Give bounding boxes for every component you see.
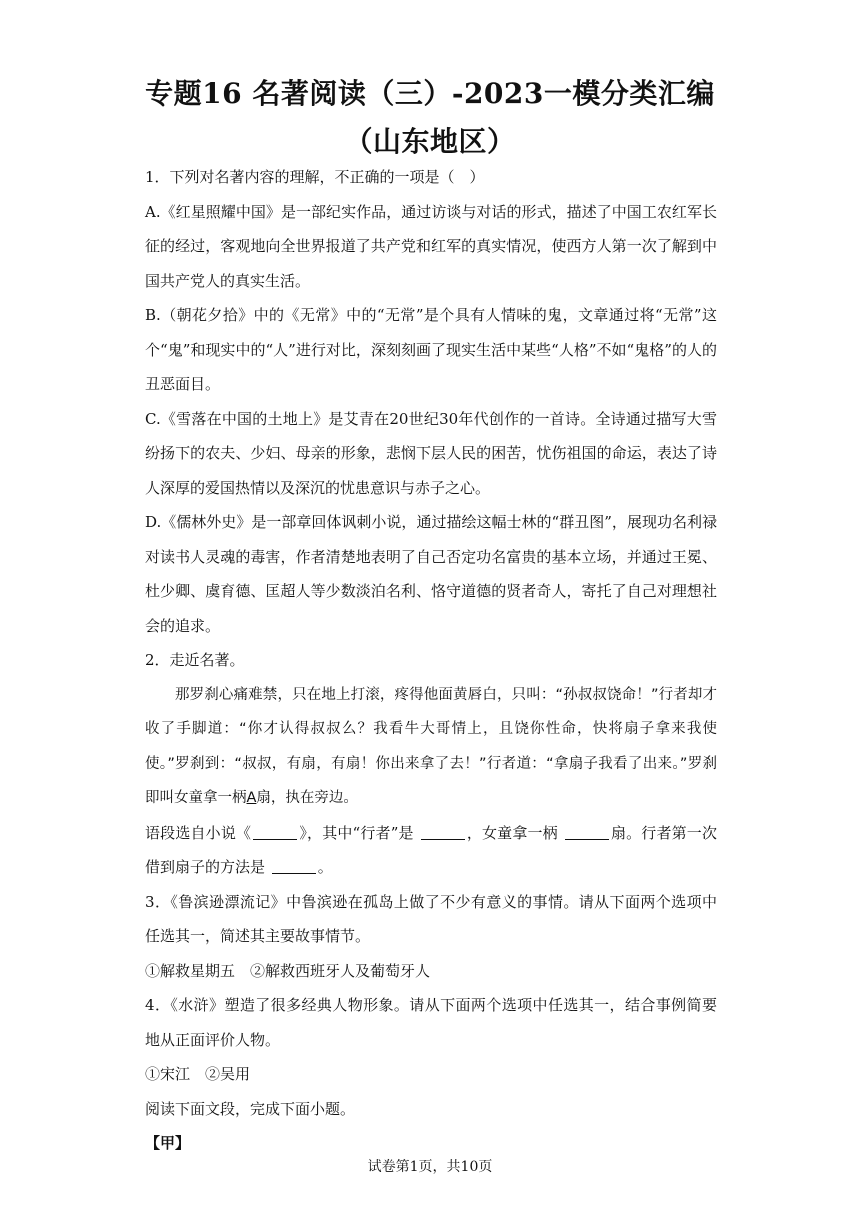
page-footer: 试卷第1页，共10页 [367,1159,493,1175]
passage-mark: A [246,790,257,806]
question-1-stem: 1．下列对名著内容的理解，不正确的一项是（ ） [145,168,485,186]
answer-blank-2[interactable] [421,825,465,840]
question-4-options: ①宋江 ②吴用 [145,1065,251,1083]
prompt-part-4: 扇。行者第一次借到扇子的方法是 [145,823,717,876]
section-label: 【甲】 [145,1134,191,1152]
prompt-part-3: ，女童拿一柄 [466,823,558,842]
passage-text-end: 扇，执在旁边。 [256,790,358,806]
question-3-stem: 3．《鲁滨逊漂流记》中鲁滨逊在孤岛上做了不少有意义的事情。请从下面两个选项中任选其一，简述其主要故事情节。 [145,892,717,945]
question-3-options: ①解救星期五 ②解救西班牙人及葡萄牙人 [145,961,431,980]
question-2-stem: 2．走近名著。 [145,651,245,669]
page-title: 专题16 名著阅读（三）-2023一模分类汇编（山东地区） [145,77,715,158]
question-4-stem: 4．《水浒》塑造了很多经典人物形象。请从下面两个选项中任选其一，结合事例简要地从正面评价人物。 [145,996,717,1049]
prompt-part-2: 》，其中“行者”是 [299,823,414,842]
prompt-part-1: 语段选自小说《 [145,823,252,842]
reading-intro: 阅读下面文段，完成下面小题。 [145,1099,356,1118]
answer-blank-1[interactable] [253,825,297,840]
question-2-prompt [145,816,717,885]
question-1-option-d: D.《儒林外史》是一部章回体讽刺小说，通过描绘这幅士林的“群丑图”，展现功名利禄对读书人灵魂的毒害，作者清楚地表明了自己否定功名富贵的基本立场，并通过王冕、杜少卿、虞育德、匡超人等少数淡泊名利、恪守道德的贤者奇人，寄托了自己对理想社会的追求。 [145,513,717,635]
question-1-option-a: A.《红星照耀中国》是一部纪实作品，通过访谈与对话的形式，描述了中国工农红军长征的经过，客观地向全世界报道了共产党和红军的真实情况，使西方人第一次了解到中国共产党人的真实生活。 [145,202,717,290]
passage-text: 那罗刹心痛难禁，只在地上打滚，疼得他面黄唇白，只叫：“孙叔叔饶命！”行者却才收了手脚道：“你才认得叔叔么？我看牛大哥情上，且饶你性命，快将扇子拿来我使使。”罗刹到：“叔叔，有扇，有扇！你出来拿了去！”行者道：“拿扇子我看了出来。”罗刹即叫女童拿一柄 [145,686,717,806]
document-body [145,160,717,1161]
prompt-part-5: 。 [317,858,333,876]
answer-blank-3[interactable] [565,825,609,840]
question-1-option-b: B.（朝花夕拾》中的《无常》中的“无常”是个具有人情味的鬼，文章通过将“无常”这个“鬼”和现实中的“人”进行对比，深刻刻画了现实生活中某些“人格”不如“鬼格”的人的丑恶面目。 [145,306,717,393]
question-2-passage [145,678,717,816]
answer-blank-4[interactable] [272,859,316,874]
question-1-option-c: C.《雪落在中国的土地上》是艾青在20世纪30年代创作的一首诗。全诗通过描写大雪纷扬下的农夫、少妇、母亲的形象，悲悯下层人民的困苦，忧伤祖国的命运，表达了诗人深厚的爱国热情以及深沉的忧患意识与赤子之心。 [145,409,717,497]
